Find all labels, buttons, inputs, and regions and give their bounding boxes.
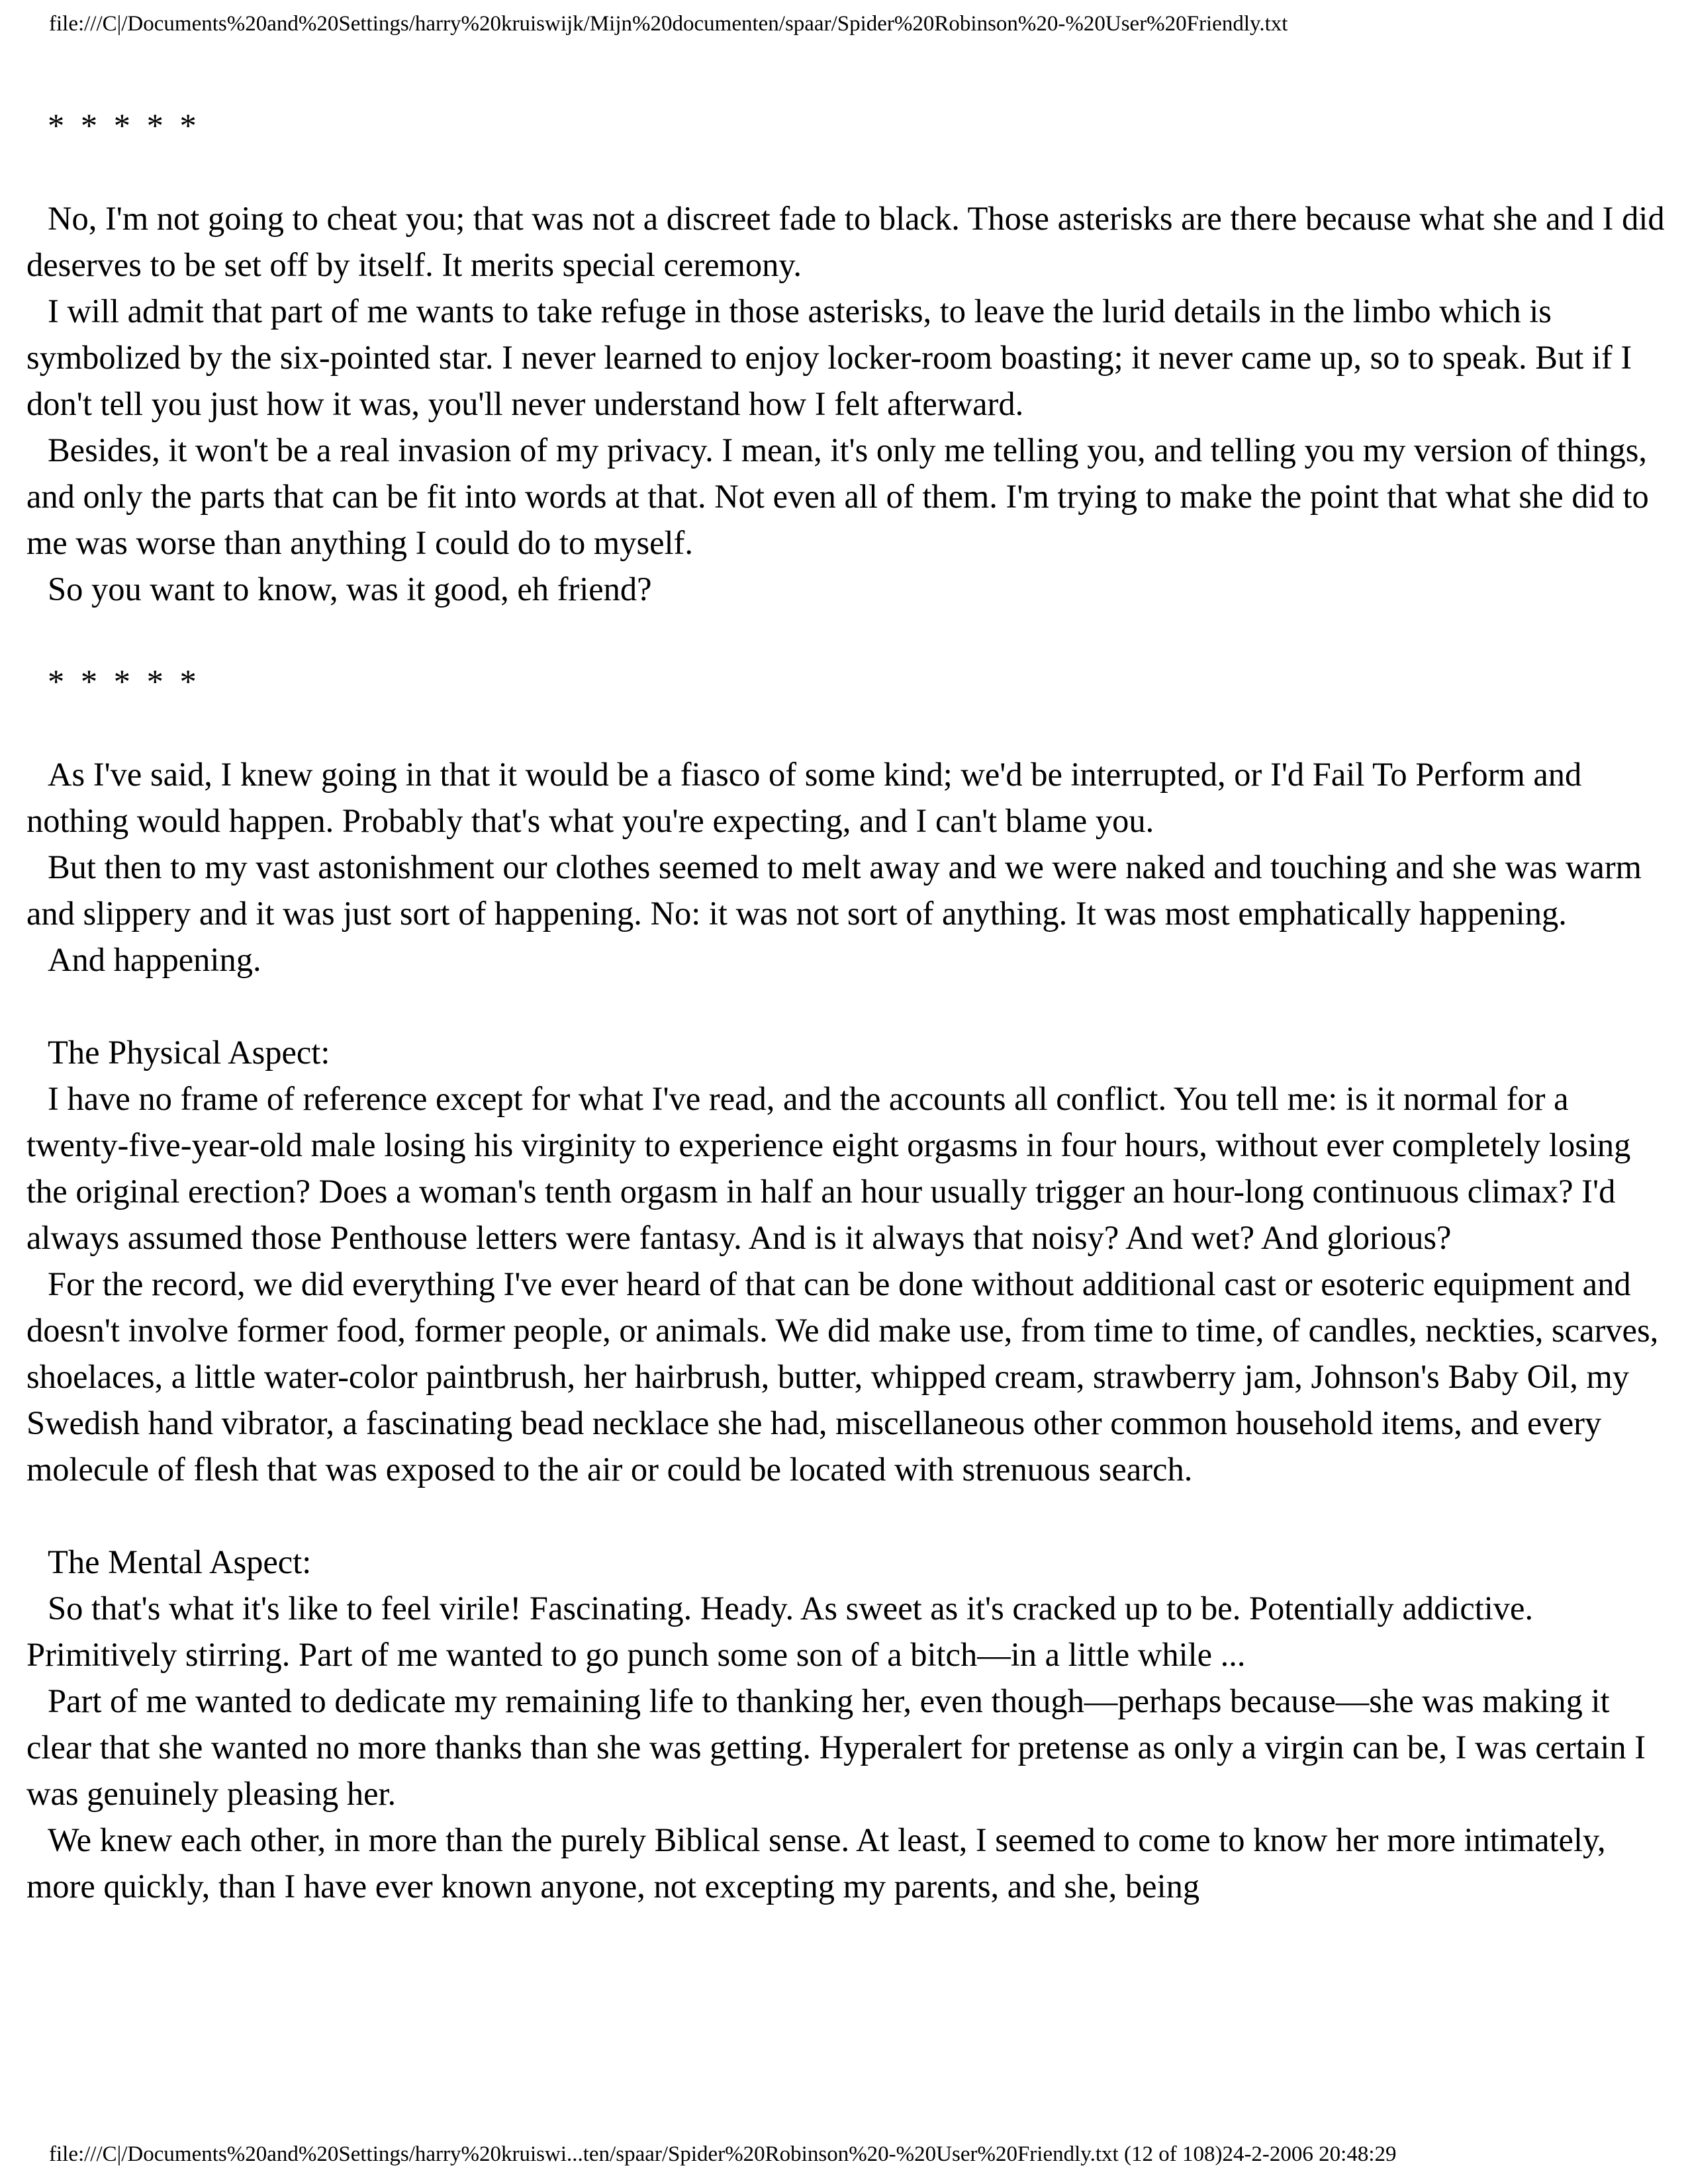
blank-line <box>26 612 1668 659</box>
section-heading: The Mental Aspect: <box>48 1543 312 1580</box>
footer-file-url: file:///C|/Documents%20and%20Settings/harry%20kruiswi...ten/spaar/Spider%20Robinson%20-%20User%20Friendly.txt (12 of 108)24-2-2006 20:48:29 <box>49 2142 1397 2166</box>
paragraph: So that's what it's like to feel virile! Fascinating. Heady. As sweet as it's cracked up to be. Potentially addictive. Primitively stirring. Part of me wanted to go punch some son of a bitch—in a little while ... <box>26 1590 1534 1673</box>
paragraph: And happening. <box>48 941 261 978</box>
blank-line <box>26 149 1668 195</box>
paragraph: Besides, it won't be a real invasion of my privacy. I mean, it's only me telling you, and telling you my version of things, and only the parts that can be fit into words at that. Not even all of them. I'm trying to make the point that what she did to me was worse than anything I could do to myself. <box>26 432 1649 561</box>
paragraph: I will admit that part of me wants to take refuge in those asterisks, to leave the lurid details in the limbo which is symbolized by the six-pointed star. I never learned to enjoy locker-room boasting; it never came up, so to speak. But if I don't tell you just how it was, you'll never understand how I felt afterward. <box>26 293 1632 422</box>
document-body <box>26 103 1668 1909</box>
section-heading: The Physical Aspect: <box>48 1034 330 1071</box>
paragraph: But then to my vast astonishment our clothes seemed to melt away and we were naked and touching and she was warm and slippery and it was just sort of happening. No: it was not sort of anything. It was most emphatically happening. <box>26 848 1642 932</box>
paragraph: So you want to know, was it good, eh friend? <box>48 570 652 608</box>
paragraph: We knew each other, in more than the purely Biblical sense. At least, I seemed to come to know her more intimately, more quickly, than I have ever known anyone, not excepting my parents, and she, being <box>26 1821 1606 1905</box>
blank-line <box>26 705 1668 751</box>
blank-line <box>26 1492 1668 1539</box>
paragraph: For the record, we did everything I've ever heard of that can be done without additional cast or esoteric equipment and doesn't involve former food, former people, or animals. We did make use, from time to time, of candles, neckties, scarves, shoelaces, a little water-color paintbrush, her hairbrush, butter, whipped cream, strawberry jam, Johnson's Baby Oil, my Swedish hand vibrator, a fascinating bead necklace she had, miscellaneous other common household items, and every molecule of flesh that was exposed to the air or could be located with strenuous search. <box>26 1265 1659 1488</box>
paragraph: No, I'm not going to cheat you; that was not a discreet fade to black. Those asterisks are there because what she and I did deserves to be set off by itself. It merits special ceremony. <box>26 200 1665 283</box>
blank-line <box>26 983 1668 1029</box>
paragraph: Part of me wanted to dedicate my remaining life to thanking her, even though—perhaps because—she was making it clear that she wanted no more thanks than she was getting. Hyperalert for pretense as only a virgin can be, I was certain I was genuinely pleasing her. <box>26 1682 1646 1812</box>
asterisk-separator: * * * * * <box>48 663 201 700</box>
asterisk-separator: * * * * * <box>48 107 201 144</box>
header-file-url: file:///C|/Documents%20and%20Settings/harry%20kruiswijk/Mijn%20documenten/spaar/Spider%20Robinson%20-%20User%20Friendly.txt <box>49 12 1288 36</box>
paragraph: I have no frame of reference except for what I've read, and the accounts all conflict. You tell me: is it normal for a twenty-five-year-old male losing his virginity to experience eight orgasms in four hours, without ever completely losing the original erection? Does a woman's tenth orgasm in half an hour usually trigger an hour-long continuous climax? I'd always assumed those Penthouse letters were fantasy. And is it always that noisy? And wet? And glorious? <box>26 1080 1631 1256</box>
paragraph: As I've said, I knew going in that it would be a fiasco of some kind; we'd be interrupted, or I'd Fail To Perform and nothing would happen. Probably that's what you're expecting, and I can't blame you. <box>26 756 1582 839</box>
